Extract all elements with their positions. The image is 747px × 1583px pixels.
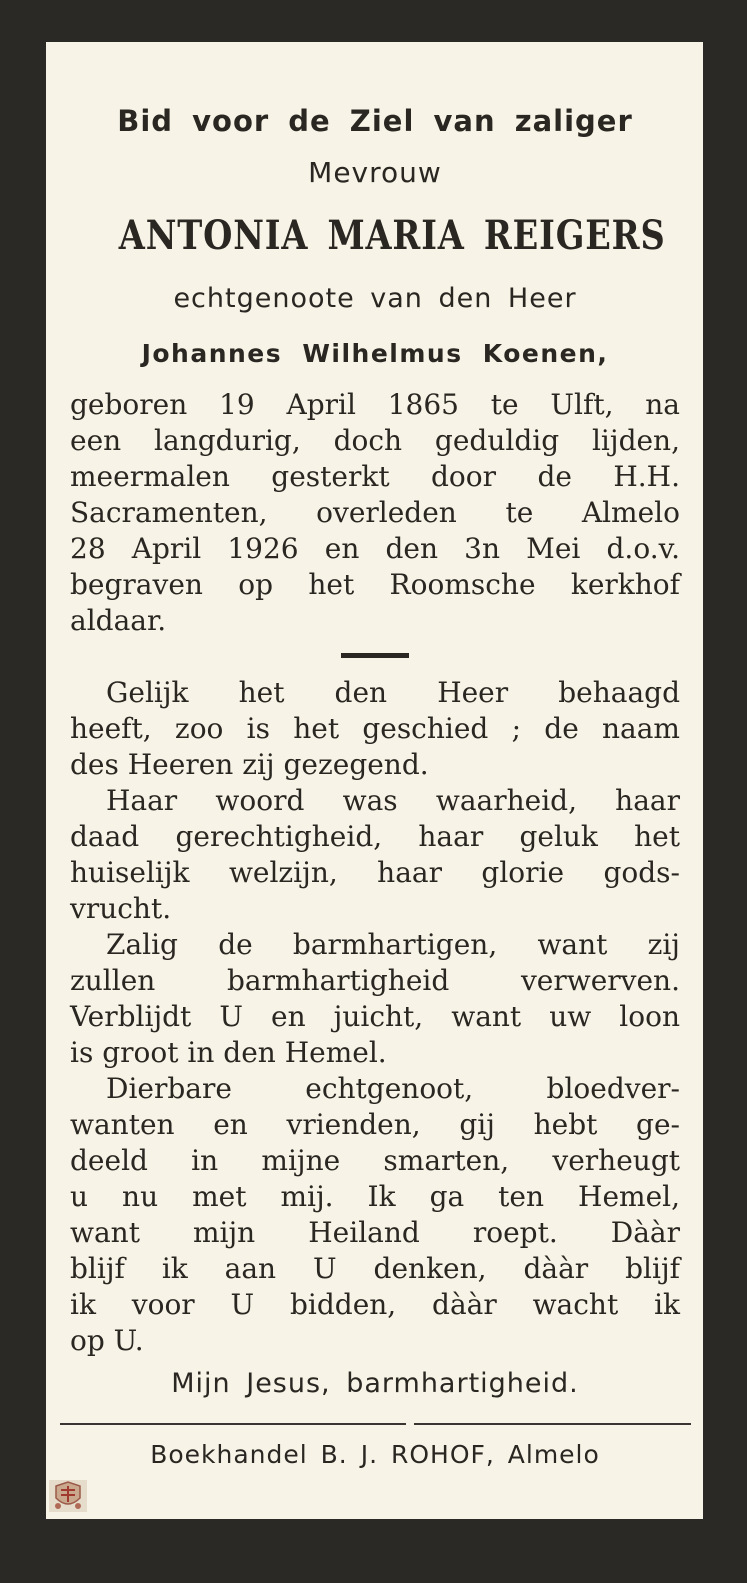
verse-line: heeft, zoo is het geschied ; de naam [70,712,680,745]
spouse-intro: echtgenoote van den Heer [173,283,577,314]
card-content [46,42,703,1519]
verse-line: blijf ik aan U denken, dààr blijf [70,1252,680,1285]
verse-line: ik voor U bidden, dààr wacht ik [70,1288,680,1321]
verse-line: u nu met mij. Ik ga ten Hemel, [70,1180,680,1213]
heraldic-crest-icon [48,1478,88,1514]
deceased-name: ANTONIA MARIA REIGERS [118,212,666,259]
verse-line: Haar woord was waarheid, haar [106,784,680,817]
verse-line: zullen barmhartigheid verwerven. [70,964,680,997]
biography-line: Sacramenten, overleden te Almelo [70,496,680,529]
verse-line: deeld in mijne smarten, verheugt [70,1144,680,1177]
verse-line: op U. [70,1324,144,1357]
verse-line: des Heeren zij gezegend. [70,748,429,781]
verse-line: Dierbare echtgenoot, bloedver- [106,1072,680,1105]
biography-line: begraven op het Roomsche kerkhof [70,568,680,601]
verse-line: Verblijdt U en juicht, want uw loon [70,1000,680,1033]
verse-line: want mijn Heiland roept. Dààr [70,1216,680,1249]
verse-line: Gelijk het den Heer behaagd [106,676,680,709]
biography-line: geboren 19 April 1865 te Ulft, na [70,388,680,421]
spouse-name: Johannes Wilhelmus Koenen, [141,339,609,368]
biography-line: meermalen gesterkt door de H.H. [70,460,680,493]
verse-line: Zalig de barmhartigen, want zij [106,928,680,961]
verse-line: daad gerechtigheid, haar geluk het [70,820,680,853]
prayer-heading: Bid voor de Ziel van zaliger [117,104,633,138]
verse-line: is groot in den Hemel. [70,1036,387,1069]
title-mevrouw: Mevrouw [308,156,442,189]
verse-line: wanten en vrienden, gij hebt ge- [70,1108,680,1141]
biography-line: 28 April 1926 en den 3n Mei d.o.v. [70,532,680,565]
verse-line: vrucht. [70,892,172,925]
footer-rule-left [60,1423,406,1425]
biography-line: een langdurig, doch geduldig lijden, [70,424,680,457]
footer-rule-right [414,1423,691,1425]
printer-imprint: Boekhandel B. J. ROHOF, Almelo [150,1440,600,1469]
section-divider [341,653,409,658]
closing-prayer: Mijn Jesus, barmhartigheid. [171,1368,579,1399]
biography-line: aldaar. [70,604,167,637]
verse-line: huiselijk welzijn, haar glorie gods- [70,856,680,889]
